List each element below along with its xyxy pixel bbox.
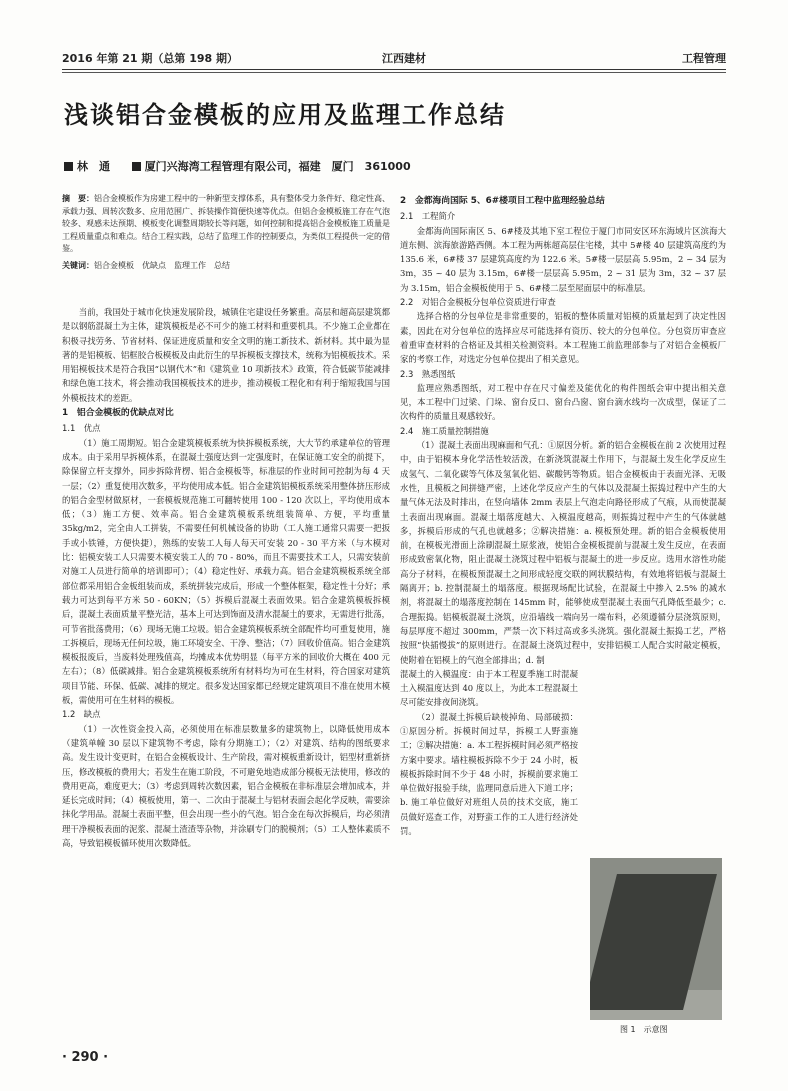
subsection-heading: 1.2 缺点 — [62, 709, 101, 720]
keywords — [62, 260, 392, 273]
body-paragraph: 混凝土的入模温度：由于本工程夏季施工时混凝土入模温度达到 40 度以上，为此本工程混凝土尽可能安排夜间浇筑。 — [400, 668, 578, 708]
issue-info: 2016 年第 21 期（总第 198 期） — [62, 52, 239, 65]
left-column — [62, 305, 390, 1025]
section-heading: 1 铝合金模板的优缺点对比 — [62, 408, 174, 419]
header-rule-thin — [62, 72, 726, 73]
subsection-heading: 2.2 对铝合金模板分包单位资质进行审查 — [400, 297, 556, 308]
body-paragraph: （2）混凝土拆模后缺棱掉角、局部破损：①原因分析。拆模时间过早，拆模工人野蛮施工；②解决措施：a. 本工程拆模时间必须严格按方案中要求。墙柱模板拆除不少于 24 小时，板模板拆除时间不少于 48 小时，拆模前要求施工单位做好报验手续，监理同意后进入下道工序；b. 施工单位做好对班组人员的技术交底，施工员做好巡查工作，对野蛮工作的工人进行经济处罚。 — [400, 711, 578, 837]
body-paragraph: （1）施工周期短。铝合金建筑模板系统为快拆模板系统，大大节约承建单位的管理成本。由于采用早拆模体系，在混凝土强度达到一定强度时，在保证施工安全的前提下，除保留立杆支撑外，同步拆除背楞、铝合金模板等，标准层的作业时间可控制为每 4 天一层；（2）重复使用次数多，平均使用成本低。铝合金建筑铝模板系统采用整体挤压形成的铝合金型材做原材，一套模板规范施工可翻转使用 100 - 120 次以上，平均使用成本低；（3）施工方便、效率高。铝合金建筑模板系统组装简单、方便，平均重量 35kg/m2，完全由人工拼装，不需要任何机械设备的协助（工人施工通常只需要一把扳手或小铁锤，方便快捷），熟练的安装工人每人每天可安装 20 - 30 平方米（与木模对比：铝模安装工人只需要木模安装工人的 70 - 80%，而且不需要技术工人，只需安装前对施工人员进行简单的培训即可）；（4）稳定性好、承载力高。铝合金建筑模板系统全部部位都采用铝合金板组装而成，系统拼装完成后，形成一个整体框架，稳定性十分好；承载力可达到每平方米 50 - 60KN；（5）拆模后混凝土表面效果。铝合金建筑模板拆模后，混凝土表面质量平整光洁，基本上可达到饰面及清水混凝土的要求，无需进行批荡，可节省批荡费用；（6）现场无施工垃圾。铝合金建筑模板系统全部配件均可重复使用，施工拆模后，现场无任何垃圾，施工环境安全、干净、整洁；（7）回收价值高。铝合金建筑模板报废后，当废料处理残值高，均摊成本优势明显（每平方米的回收价大概在 400 元左右）；（8）低碳减排。铝合金建筑模板系统所有材料均为可在生材料，符合国家对建筑项目节能、环保、低碳、减排的规定。很多发达国家都已经规定建筑项目不准在使用木模板，需使用可在生材料的模板。 — [62, 437, 390, 706]
figure-photo — [590, 858, 722, 1020]
subsection-heading: 2.1 工程简介 — [400, 211, 456, 222]
bullet-square-icon — [64, 162, 73, 171]
body-paragraph: （1）混凝土表面出现麻面和气孔：①原因分析。新的铝合金模板在前 2 次使用过程中，由于铝模本身化学活性较活泼，在新浇筑混凝土作用下，与混凝土发生化学反应生成氢气、二氧化碳等气体及氢氧化铝、碳酸钙等物质。铝合金模板由于表面光泽、无吸水性，且模板之间拼缝严密，上述化学反应产生的气体以及混凝土振捣过程中产生的大量气体无法及时排出，在竖向墙体 2mm 表层上气泡走向路径形成了气痕，从而使混凝土表面出现麻面。混凝土塌落度越大、入模温度越高，则振捣过程中产生的气体就越多，拆模后形成的气孔也就越多；②解决措施：a. 模板预处理。新的铝合金模板使用前，在模板光滑面上涂刷混凝土原浆液，使铝合金模板提前与混凝土发生反应，在表面形成致密氧化物，阻止混凝土浇筑过程中铝板与混凝土的进一步反应。选用水溶性功能高分子材料，在模板预混凝土之间形成轻度交联的网状膜结构，有效地将铝板与混凝土隔离开；b. 控制混凝土的塌落度。根据现场配比试验，在混凝土中掺入 2.5% 的减水剂，将混凝土的塌落度控制在 145mm 时，能够使成型混凝土表面气孔降低至最少；c. 合理振捣。铝模板混凝土浇筑，应沿墙线一端向另一端布料，必须遵循分层浇筑原则，每层厚度不超过 300mm，严禁一次下料过高或多头浇筑。强化混凝土振捣工艺，严格按照“快插慢拔”的原则进行。在混凝土浇筑过程中，安排铝模工人配合实时敲定模板，使附着在铝模上的气泡全部排出；d. 制 — [400, 440, 726, 665]
abstract — [62, 193, 392, 256]
body-paragraph: 监理应熟悉图纸，对工程中存在尺寸偏差及能优化的构件图纸会审中提出相关意见，本工程中门过梁、门垛、窗台反口、窗台凸窗、窗台滴水线均一次成型，保证了二次构件的质量且观感较好。 — [400, 382, 726, 422]
running-header — [62, 50, 726, 68]
figure-caption: 图 1 示意图 — [620, 1025, 668, 1034]
section-heading: 2 金都海尚国际 5、6#楼项目工程中监理经验总结 — [400, 196, 605, 206]
page-number: · 290 · — [62, 1050, 109, 1065]
author-line — [64, 158, 411, 174]
keywords-label: 关键词： — [62, 260, 94, 270]
body-paragraph: （1）一次性资金投入高，必须使用在标准层数量多的建筑物上，以降低使用成本（建筑单幢 30 层以下建筑物不考虑，除有分期施工）；（2）对建筑、结构的图纸要求高。发生设计变更时，在铝合金模板设计、生产阶段，需对模板重新设计，铝型材重新挤压，修改模板的费用大；若发生在施工阶段，不可避免地造成部分模板无法使用，修改的费用更高，难度更大；（3）考虑到周转次数因素，铝合金模板在非标准层会增加成本，并延长完成时间；（4）模板使用，第一、二次由于混凝土与铝材表面会起化学反映，需要涂抹化学用品。混凝土表面平整，但会出现一些小的气泡。铝合金在每次拆模后，均必须清理干净模板表面的泥浆、混凝土渣渣等杂物，并涂刷专门的脱模剂；（5）工人整体素质不高，导致铝模板循环使用次数降低。 — [62, 723, 390, 848]
header-rule — [62, 69, 726, 70]
body-paragraph: 金都海尚国际南区 5、6#楼及其地下室工程位于厦门市同安区环东海域片区滨海大道东侧、滨海旅游路西侧。本工程为两栋超高层住宅楼，其中 5#楼 40 层建筑高度约为 135.6 米，6#楼 37 层建筑高度约为 122.6 米。5#楼一层层高 5.95m，2 ~ 34 层为 3m，35 ~ 40 层为 3.15m，6#楼一层层高 5.95m，2 ~ 31 层为 3m，32 ~ 37 层为 3.15m，铝合金模板使用于 5、6#楼二层至屋面层中的标准层。 — [400, 225, 726, 293]
abstract-block — [62, 193, 392, 272]
section-name: 工程管理 — [682, 52, 726, 65]
author-affiliation: 厦门兴海湾工程管理有限公司，福建 厦门 361000 — [144, 160, 411, 173]
bullet-square-icon — [132, 162, 141, 171]
abstract-text: 铝合金模板作为房建工程中的一种新型支撑体系，具有整体受力条件好、稳定性高、承载力强、周转次数多、应用范围广、拆装操作简便快速等优点。但铝合金模板施工存在气泡较多、观感未达预期、模板变化调整周期较长等问题，如何控制和提高铝合金模板施工质量是工程质量重点和难点。结合工程实践，总结了监理工作的控制要点，为类似工程提供一定的借鉴。 — [62, 194, 390, 253]
keywords-text: 铝合金模板 优缺点 监理工作 总结 — [94, 260, 230, 270]
subsection-heading: 1.1 优点 — [62, 423, 101, 434]
paper-title: 浅谈铝合金模板的应用及监理工作总结 — [64, 101, 506, 129]
abstract-label: 摘 要： — [62, 194, 94, 203]
author-name: 林 通 — [77, 160, 110, 173]
body-paragraph: 选择合格的分包单位是非常重要的，铝板的整体质量对铝模的质量起到了决定性因素，因此在对分包单位的选择应尽可能选择有资历、较大的分包单位。分包资历审查应着重审查材料的合格证及其相关检测资料。本工程施工前监理部参与了对铝合金模板厂家的考察工作，对选定分包单位提出了相关意见。 — [400, 311, 726, 365]
journal-name: 江西建材 — [382, 52, 426, 65]
subsection-heading: 2.4 施工质量控制措施 — [400, 425, 489, 436]
subsection-heading: 2.3 熟悉图纸 — [400, 368, 456, 379]
intro-paragraph: 当前，我国处于城市化快速发展阶段，城镇住宅建设任务繁重。高层和超高层建筑都是以钢筋混凝土为主体，建筑模板是必不可少的施工材料和重要机具。不少施工企业都在积极寻找劳务、节省材料、保证进度质量和安全文明的施工新技术、新材料。其中最为显著的是铝模板、铝框胶合板模板及由此衍生的早拆模板支撑技术，统称为铝模板技术。采用铝模板技术是符合我国“以钢代木”和《建筑业 10 项新技术》政策，符合低碳节能减排和绿色施工技术，将会推动我国模板技术的进步，推动模板工程化和有利于缩短我国与国外模板技术的差距。 — [62, 307, 390, 403]
